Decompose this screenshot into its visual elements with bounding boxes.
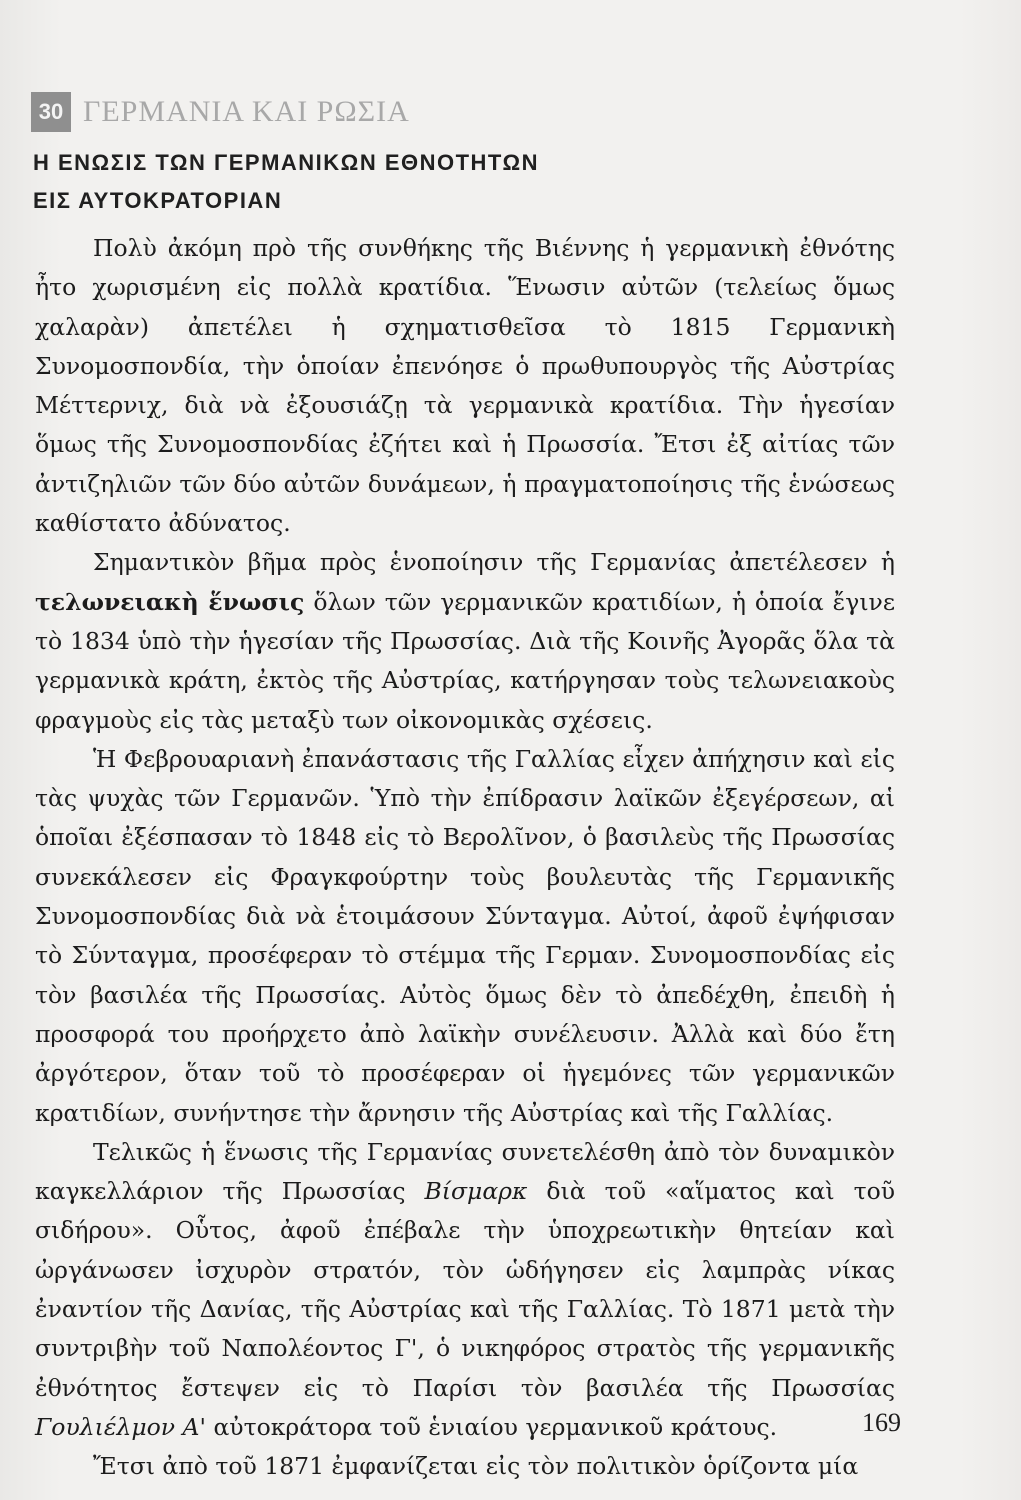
- chapter-header: [31, 92, 410, 132]
- paragraph-4-end: αὐτοκράτορα τοῦ ἑνιαίου γερμανικοῦ κράτους.: [205, 1412, 778, 1441]
- paragraph-1: Πολὺ ἀκόμη πρὸ τῆς συνθήκης τῆς Βιέννης ἡ γερμανικὴ ἐθνότης ἦτο χωρισμένη εἰς πολλὰ κρατίδια. Ἕνωσιν αὐτῶν (τελείως ὅμως χαλαρὰν) ἀπετέλει ἡ σχηματισθεῖσα τὸ 1815 Γερμανικὴ Συνομοσπονδία, τὴν ὁποίαν ἐπενόησε ὁ πρωθυπουργὸς τῆς Αὐστρίας Μέττερνιχ, διὰ νὰ ἐξουσιάζῃ τὰ γερμανικὰ κρατίδια. Τὴν ἡγεσίαν ὅμως τῆς Συνομοσπονδίας ἐζήτει καὶ ἡ Πρωσσία. Ἔτσι ἐξ αἰτίας τῶν ἀντιζηλιῶν τῶν δύο αὐτῶν δυνάμεων, ἡ πραγματοποίησις τῆς ἑνώσεως καθίστατο ἀδύνατος.: [35, 234, 895, 538]
- paragraph-4: [35, 1133, 895, 1447]
- chapter-number-badge: 30: [31, 92, 71, 132]
- paragraph-2: [35, 543, 895, 739]
- paragraph-4-wilhelm: Γουλιέλμον Α': [35, 1412, 206, 1441]
- paragraph-2-end: ὅλων τῶν γερμανικῶν κρατιδίων, ἡ ὁποία ἔγινε τὸ 1834 ὑπὸ τὴν ἡγεσίαν τῆς Πρωσσίας. Διὰ τῆς Κοινῆς Ἀγορᾶς ὅλα τὰ γερμανικὰ κράτη, ἐκτὸς τῆς Αὐστρίας, κατήργησαν τοὺς τελωνειακοὺς φραγμοὺς εἰς τὰς μεταξὺ των οἰκονομικὰς σχέσεις.: [35, 587, 895, 734]
- paragraph-2-emphasis: τελωνειακὴ ἕνωσις: [35, 587, 305, 616]
- page-number: 169: [862, 1408, 901, 1437]
- paragraph-3: Ἡ Φεβρουαριανὴ ἐπανάστασις τῆς Γαλλίας εἶχεν ἀπήχησιν καὶ εἰς τὰς ψυχὰς τῶν Γερμανῶν. Ὑπὸ τὴν ἐπίδρασιν λαϊκῶν ἐξεγέρσεων, αἱ ὁποῖαι ἐξέσπασαν τὸ 1848 εἰς τὸ Βερολῖνον, ὁ βασιλεὺς τῆς Πρωσσίας συνεκάλεσεν εἰς Φραγκφούρτην τοὺς βουλευτὰς τῆς Γερμανικῆς Συνομοσπονδίας διὰ νὰ ἑτοιμάσουν Σύνταγμα. Αὐτοί, ἀφοῦ ἐψήφισαν τὸ Σύνταγμα, προσέφεραν τὸ στέμμα τῆς Γερμαν. Συνομοσπονδίας εἰς τὸν βασιλέα τῆς Πρωσσίας. Αὐτὸς ὅμως δὲν τὸ ἀπεδέχθη, ἐπειδὴ ἡ προσφορά του προήρχετο ἀπὸ λαϊκὴν συνέλευσιν. Ἀλλὰ καὶ δύο ἔτη ἀργότερον, ὅταν τοῦ τὸ προσέφεραν οἱ ἡγεμόνες τῶν γερμανικῶν κρατιδίων, συνήντησε τὴν ἄρνησιν τῆς Αὐστρίας καὶ τῆς Γαλλίας.: [35, 744, 895, 1127]
- paragraph-4-middle: διὰ τοῦ «αἵματος καὶ τοῦ σιδήρου». Οὗτος, ἀφοῦ ἐπέβαλε τὴν ὑποχρεωτικὴν θητείαν καὶ ὠργάνωσεν ἰσχυρὸν στρατόν, τὸν ὡδήγησεν εἰς λαμπρὰς νίκας ἐναντίον τῆς Δανίας, τῆς Αὐστρίας καὶ τῆς Γαλλίας. Τὸ 1871 μετὰ τὴν συντριβὴν τοῦ Ναπολέοντος Γ', ὁ νικηφόρος στρατὸς τῆς γερμανικῆς ἐθνότητος ἔστεψεν εἰς τὸ Παρίσι τὸν βασιλέα τῆς Πρωσσίας: [35, 1177, 895, 1402]
- paragraph-5: Ἔτσι ἀπὸ τοῦ 1871 ἐμφανίζεται εἰς τὸν πολιτικὸν ὁρίζοντα μία: [93, 1452, 859, 1481]
- paragraph-2-start: Σημαντικὸν βῆμα πρὸς ἑνοποίησιν τῆς Γερμανίας ἀπετέλεσεν ἡ: [93, 548, 895, 577]
- section-title-line-2: ΕΙΣ ΑΥΤΟΚΡΑΤΟΡΙΑΝ: [33, 188, 283, 213]
- paragraph-4-bismarck: Βίσμαρκ: [424, 1177, 528, 1206]
- body-text: [35, 229, 895, 1487]
- chapter-title: ΓΕΡΜΑΝΙΑ ΚΑΙ ΡΩΣΙΑ: [83, 95, 410, 128]
- paragraph-4-start: Τελικῶς ἡ ἕνωσις τῆς Γερμανίας συνετελέσθη ἀπὸ τὸν δυναμικὸν καγκελλάριον τῆς Πρωσσίας: [35, 1137, 895, 1206]
- section-title-line-1: Η ΕΝΩΣΙΣ ΤΩΝ ΓΕΡΜΑΝΙΚΩΝ ΕΘΝΟΤΗΤΩΝ: [33, 150, 539, 175]
